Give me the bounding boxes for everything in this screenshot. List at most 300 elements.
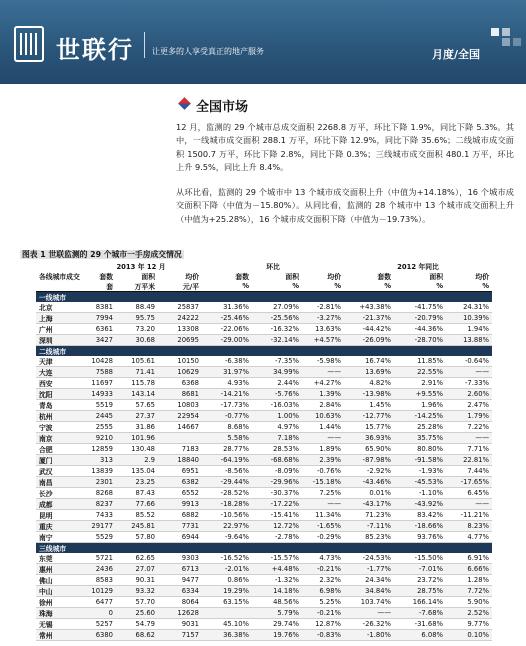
city-name: 天津 bbox=[36, 356, 80, 367]
table-row bbox=[36, 597, 492, 608]
table-cell: 103.74% bbox=[344, 597, 394, 608]
table-cell: +4.27% bbox=[302, 378, 344, 389]
table-cell: -28.52% bbox=[202, 488, 252, 499]
table-cell: -20.79% bbox=[394, 313, 446, 324]
table-cell: 19.29% bbox=[202, 586, 252, 597]
brand-slogan: 让更多的人享受真正的地产服务 bbox=[152, 47, 264, 56]
table-cell: -7.35% bbox=[252, 356, 302, 367]
table-cell: 6944 bbox=[158, 532, 202, 543]
table-cell: 20695 bbox=[158, 335, 202, 346]
city-name: 惠州 bbox=[36, 564, 80, 575]
column-unit: % bbox=[334, 282, 341, 290]
group-label: 一线城市 bbox=[36, 292, 492, 303]
decor-square bbox=[502, 28, 510, 36]
table-cell: 6361 bbox=[80, 324, 116, 335]
table-cell: 34.99% bbox=[252, 367, 302, 378]
table-cell: -11.21% bbox=[446, 510, 492, 521]
city-name: 杭州 bbox=[36, 411, 80, 422]
table-cell: -31.68% bbox=[394, 619, 446, 630]
table-cell: 23.25 bbox=[116, 477, 158, 488]
table-cell: 105.61 bbox=[116, 356, 158, 367]
table-cell: 7.25% bbox=[302, 488, 344, 499]
table-cell: -26.32% bbox=[344, 619, 394, 630]
city-name: 南宁 bbox=[36, 532, 80, 543]
column-header: 均价 bbox=[475, 273, 490, 281]
table-cell: 10.63% bbox=[302, 411, 344, 422]
table-cell: -25.46% bbox=[202, 313, 252, 324]
table-row bbox=[36, 356, 492, 367]
table-cell: 31.97% bbox=[202, 367, 252, 378]
table-cell: 22.55% bbox=[394, 367, 446, 378]
table-cell: 93.76% bbox=[394, 532, 446, 543]
table-row bbox=[36, 378, 492, 389]
city-name: 武汉 bbox=[36, 466, 80, 477]
table-cell: 5721 bbox=[80, 553, 116, 564]
table-cell: 5529 bbox=[80, 532, 116, 543]
table-cell: 9.77% bbox=[446, 619, 492, 630]
header-mom: 环比 bbox=[266, 263, 280, 271]
group-row bbox=[36, 543, 492, 554]
table-cell: 7731 bbox=[158, 521, 202, 532]
table-cell: +4.48% bbox=[252, 564, 302, 575]
table-cell: 68.62 bbox=[116, 630, 158, 641]
table-row bbox=[36, 488, 492, 499]
table-cell: -44.36% bbox=[394, 324, 446, 335]
city-name: 大连 bbox=[36, 367, 80, 378]
table-cell: 7157 bbox=[158, 630, 202, 641]
table-cell: -29.44% bbox=[202, 477, 252, 488]
table-cell: -91.58% bbox=[394, 455, 446, 466]
table-cell: -15.41% bbox=[252, 510, 302, 521]
table-cell: 2.32% bbox=[302, 575, 344, 586]
table-cell: -21.37% bbox=[344, 313, 394, 324]
table-cell: -2.78% bbox=[252, 532, 302, 543]
table-cell: 48.56% bbox=[252, 597, 302, 608]
table-cell: 313 bbox=[80, 455, 116, 466]
table-cell: 11.34% bbox=[302, 510, 344, 521]
column-header: 套数 bbox=[235, 273, 249, 281]
table-row bbox=[36, 422, 492, 433]
table-cell: 11.85% bbox=[394, 356, 446, 367]
table-cell: -45.53% bbox=[394, 477, 446, 488]
table-cell: -1.65% bbox=[302, 521, 344, 532]
table-cell: 9303 bbox=[158, 553, 202, 564]
city-name: 西安 bbox=[36, 378, 80, 389]
table-cell: 8268 bbox=[80, 488, 116, 499]
table-cell: 0.86% bbox=[202, 575, 252, 586]
table-cell: 5.90% bbox=[446, 597, 492, 608]
table-cell: 7.71% bbox=[446, 444, 492, 455]
table-cell: -29.00% bbox=[202, 335, 252, 346]
city-name: 沈阳 bbox=[36, 389, 80, 400]
table-cell: 6.98% bbox=[302, 586, 344, 597]
table-cell: -5.76% bbox=[252, 389, 302, 400]
table-cell: 63.15% bbox=[202, 597, 252, 608]
table-cell: 12.87% bbox=[302, 619, 344, 630]
table-row bbox=[36, 630, 492, 641]
table-cell: 27.09% bbox=[252, 302, 302, 313]
table-cell: 22954 bbox=[158, 411, 202, 422]
table-cell: 6380 bbox=[80, 630, 116, 641]
table-cell: 27.07 bbox=[116, 564, 158, 575]
table-cell: 0.01% bbox=[344, 488, 394, 499]
table-cell: 2.9 bbox=[116, 455, 158, 466]
table-cell: 95.75 bbox=[116, 313, 158, 324]
city-name: 南昌 bbox=[36, 477, 80, 488]
table-cell: 5519 bbox=[80, 400, 116, 411]
table-cell: -29.96% bbox=[252, 477, 302, 488]
table-cell: 90.31 bbox=[116, 575, 158, 586]
table-row bbox=[36, 575, 492, 586]
table-cell: -3.27% bbox=[302, 313, 344, 324]
table-cell: 36.38% bbox=[202, 630, 252, 641]
table-cell: 9210 bbox=[80, 433, 116, 444]
city-name: 合肥 bbox=[36, 444, 80, 455]
column-header: 均价 bbox=[185, 273, 199, 281]
table-cell: 0.10% bbox=[446, 630, 492, 641]
table-row bbox=[36, 619, 492, 630]
table-cell: 2.91% bbox=[394, 378, 446, 389]
city-name: 宁波 bbox=[36, 422, 80, 433]
table-cell: 24222 bbox=[158, 313, 202, 324]
table-cell: 14933 bbox=[80, 389, 116, 400]
table-cell: 57.65 bbox=[116, 400, 158, 411]
city-name: 上海 bbox=[36, 313, 80, 324]
table-cell: 2445 bbox=[80, 411, 116, 422]
city-name: 常州 bbox=[36, 630, 80, 641]
table-cell: -44.42% bbox=[344, 324, 394, 335]
table-cell: —— bbox=[302, 499, 344, 510]
table-cell: 10428 bbox=[80, 356, 116, 367]
table-cell: 2436 bbox=[80, 564, 116, 575]
table-cell: -43.92% bbox=[394, 499, 446, 510]
table-cell: 5.25% bbox=[302, 597, 344, 608]
table-cell: 25.28% bbox=[394, 422, 446, 433]
table-cell: 6.08% bbox=[394, 630, 446, 641]
table-cell: -22.06% bbox=[202, 324, 252, 335]
paragraph-summary: 12 月，监测的 29 个城市总成交面积 2268.8 万平，环比下降 1.9%，同比下降 5.3%。其中，一线城市成交面积 288.1 万平，环比下降 12.9%，同比下降 35.6%；二线城市成交面积 1500.7 万平，环比下降 2.8%，同比下降 0.3%；三线城市成交面积 480.1 万平，环比上升 9.5%，同比上升 8.4%。 bbox=[176, 122, 514, 172]
table-cell: -6.38% bbox=[202, 356, 252, 367]
table-cell: -0.83% bbox=[302, 630, 344, 641]
table-cell: 57.80 bbox=[116, 532, 158, 543]
table-row bbox=[36, 313, 492, 324]
table-cell: -12.77% bbox=[344, 411, 394, 422]
table-cell: 3427 bbox=[80, 335, 116, 346]
table-header bbox=[36, 261, 492, 292]
table-cell: -13.98% bbox=[344, 389, 394, 400]
table-cell: 143.14 bbox=[116, 389, 158, 400]
table-cell: -30.37% bbox=[252, 488, 302, 499]
table-cell: -18.28% bbox=[202, 499, 252, 510]
table-cell: 2.47% bbox=[446, 400, 492, 411]
table-cell: 2.39% bbox=[302, 455, 344, 466]
table-cell: 7183 bbox=[158, 444, 202, 455]
city-name: 南京 bbox=[36, 433, 80, 444]
group-label: 三线城市 bbox=[36, 543, 492, 554]
city-name: 长沙 bbox=[36, 488, 80, 499]
logo-icon bbox=[14, 26, 44, 62]
table-row bbox=[36, 586, 492, 597]
table-cell: 1.44% bbox=[302, 422, 344, 433]
table-cell: 6713 bbox=[158, 564, 202, 575]
table-cell: 87.43 bbox=[116, 488, 158, 499]
table-cell: 7994 bbox=[80, 313, 116, 324]
table-cell: 1.39% bbox=[302, 389, 344, 400]
table-cell: +9.55% bbox=[394, 389, 446, 400]
table-cell: -9.64% bbox=[202, 532, 252, 543]
table-cell: 13839 bbox=[80, 466, 116, 477]
table-cell: 2.60% bbox=[446, 389, 492, 400]
table-cell: 7588 bbox=[80, 367, 116, 378]
table-cell: 4.82% bbox=[344, 378, 394, 389]
table-cell: 93.32 bbox=[116, 586, 158, 597]
table-cell: 19.76% bbox=[252, 630, 302, 641]
table-cell bbox=[158, 433, 202, 444]
table-cell: -14.21% bbox=[202, 389, 252, 400]
table-cell: 12.72% bbox=[252, 521, 302, 532]
table-cell: -0.29% bbox=[302, 532, 344, 543]
city-transactions-table bbox=[36, 261, 492, 641]
table-cell: -16.03% bbox=[252, 400, 302, 411]
table-cell: 101.96 bbox=[116, 433, 158, 444]
brand-name: 世联行 bbox=[56, 36, 134, 64]
table-cell: 2.44% bbox=[252, 378, 302, 389]
group-row bbox=[36, 292, 492, 303]
table-cell: -0.76% bbox=[302, 466, 344, 477]
table-row bbox=[36, 433, 492, 444]
table-cell: 27.37 bbox=[116, 411, 158, 422]
table-row bbox=[36, 608, 492, 619]
table-cell: 6477 bbox=[80, 597, 116, 608]
table-row bbox=[36, 510, 492, 521]
city-name: 北京 bbox=[36, 302, 80, 313]
column-unit: % bbox=[482, 282, 490, 290]
city-name: 徐州 bbox=[36, 597, 80, 608]
column-unit: 元/平 bbox=[182, 283, 199, 291]
table-cell: 29.74% bbox=[252, 619, 302, 630]
table-caption: 图表 1 世联监测的 29 个城市一手房成交情况 bbox=[22, 250, 182, 259]
table-cell: 45.10% bbox=[202, 619, 252, 630]
row-label-header: 各线城市成交 bbox=[39, 273, 80, 281]
decor-square bbox=[491, 28, 499, 36]
table-cell: -41.75% bbox=[394, 302, 446, 313]
table-cell: 8.68% bbox=[202, 422, 252, 433]
table-cell: 13.63% bbox=[302, 324, 344, 335]
table-cell: -17.73% bbox=[202, 400, 252, 411]
table-cell: 2.84% bbox=[302, 400, 344, 411]
table-cell: 9031 bbox=[158, 619, 202, 630]
table-cell: 6552 bbox=[158, 488, 202, 499]
table-cell: 62.65 bbox=[116, 553, 158, 564]
table-cell: -7.68% bbox=[394, 608, 446, 619]
table-cell: 1.00% bbox=[252, 411, 302, 422]
table-cell: —— bbox=[446, 367, 492, 378]
table-cell: 35.75% bbox=[394, 433, 446, 444]
table-cell: 115.78 bbox=[116, 378, 158, 389]
table-row bbox=[36, 444, 492, 455]
table-cell: 24.34% bbox=[344, 575, 394, 586]
header-month: 2013 年 12 月 bbox=[116, 263, 166, 271]
column-unit: 万平米 bbox=[134, 283, 155, 291]
table-cell: 28.77% bbox=[202, 444, 252, 455]
table-cell: 85.23% bbox=[344, 532, 394, 543]
table-cell: 1.28% bbox=[446, 575, 492, 586]
table-cell: 88.49 bbox=[116, 302, 158, 313]
table-cell: -24.53% bbox=[344, 553, 394, 564]
table-cell: 65.90% bbox=[344, 444, 394, 455]
table-row bbox=[36, 521, 492, 532]
table-cell: 11697 bbox=[80, 378, 116, 389]
table-cell: -25.56% bbox=[252, 313, 302, 324]
city-name: 成都 bbox=[36, 499, 80, 510]
city-name: 昆明 bbox=[36, 510, 80, 521]
table-cell: 8381 bbox=[80, 302, 116, 313]
table-cell: -8.56% bbox=[202, 466, 252, 477]
table-cell: 83.42% bbox=[394, 510, 446, 521]
table-cell: 13.69% bbox=[344, 367, 394, 378]
table-cell: -18.66% bbox=[394, 521, 446, 532]
table-cell: 25837 bbox=[158, 302, 202, 313]
table-cell: -1.32% bbox=[252, 575, 302, 586]
table-cell: 28.75% bbox=[394, 586, 446, 597]
table-cell: 4.97% bbox=[252, 422, 302, 433]
table-cell: 22.81% bbox=[446, 455, 492, 466]
table-cell: 73.20 bbox=[116, 324, 158, 335]
table-cell: —— bbox=[302, 433, 344, 444]
table-cell: 85.52 bbox=[116, 510, 158, 521]
table-cell: 25.60 bbox=[116, 608, 158, 619]
table-cell: 28.53% bbox=[252, 444, 302, 455]
table-cell: 1.79% bbox=[446, 411, 492, 422]
table-cell: -87.98% bbox=[344, 455, 394, 466]
decor-square bbox=[513, 38, 521, 46]
city-name: 佛山 bbox=[36, 575, 80, 586]
table-cell: 6951 bbox=[158, 466, 202, 477]
column-header: 套数 bbox=[99, 273, 113, 281]
table-cell: 1.94% bbox=[446, 324, 492, 335]
column-unit: % bbox=[436, 282, 443, 290]
table-cell: -16.52% bbox=[202, 553, 252, 564]
table-cell: 10.39% bbox=[446, 313, 492, 324]
table-cell: 13.88% bbox=[446, 335, 492, 346]
table-cell: -0.21% bbox=[302, 608, 344, 619]
table-cell: 9913 bbox=[158, 499, 202, 510]
table-cell: 10629 bbox=[158, 367, 202, 378]
table-row bbox=[36, 335, 492, 346]
table-cell: 9477 bbox=[158, 575, 202, 586]
table-cell: 7433 bbox=[80, 510, 116, 521]
table-cell: 7.18% bbox=[252, 433, 302, 444]
table-cell: 14667 bbox=[158, 422, 202, 433]
table-cell: 31.36% bbox=[202, 302, 252, 313]
report-label: 月度/全国 bbox=[432, 48, 481, 61]
table-cell: 245.81 bbox=[116, 521, 158, 532]
table-cell: —— bbox=[344, 608, 394, 619]
table-row bbox=[36, 400, 492, 411]
table-cell: 6.45% bbox=[446, 488, 492, 499]
table-row bbox=[36, 389, 492, 400]
table-cell: 4.93% bbox=[202, 378, 252, 389]
table-cell: 0 bbox=[80, 608, 116, 619]
table-cell: -10.56% bbox=[202, 510, 252, 521]
group-label: 二线城市 bbox=[36, 346, 492, 357]
table-cell: 6382 bbox=[158, 477, 202, 488]
table-cell: 7.44% bbox=[446, 466, 492, 477]
city-name: 珠海 bbox=[36, 608, 80, 619]
table-cell: 7.72% bbox=[446, 586, 492, 597]
table-cell: 2555 bbox=[80, 422, 116, 433]
table-cell: 2301 bbox=[80, 477, 116, 488]
table-cell: 80.80% bbox=[394, 444, 446, 455]
table-cell: —— bbox=[446, 433, 492, 444]
table-cell: -0.77% bbox=[202, 411, 252, 422]
table-cell: 12628 bbox=[158, 608, 202, 619]
header-yoy: 2012 年同比 bbox=[397, 263, 439, 271]
table-cell: 6882 bbox=[158, 510, 202, 521]
table-cell: -2.01% bbox=[202, 564, 252, 575]
city-name: 重庆 bbox=[36, 521, 80, 532]
table-cell: -43.17% bbox=[344, 499, 394, 510]
table-cell: 10803 bbox=[158, 400, 202, 411]
table-row bbox=[36, 367, 492, 378]
table-cell: -1.77% bbox=[344, 564, 394, 575]
table-cell: -15.50% bbox=[394, 553, 446, 564]
table-cell: 34.84% bbox=[344, 586, 394, 597]
table-cell: 135.04 bbox=[116, 466, 158, 477]
table-cell: -8.09% bbox=[252, 466, 302, 477]
table-cell: 7.22% bbox=[446, 422, 492, 433]
table-cell: 24.31% bbox=[446, 302, 492, 313]
column-unit: % bbox=[384, 282, 391, 290]
section-bullet-icon bbox=[178, 97, 191, 110]
table-cell: 166.14% bbox=[394, 597, 446, 608]
table-cell: -15.57% bbox=[252, 553, 302, 564]
table-cell: 29177 bbox=[80, 521, 116, 532]
city-name: 东莞 bbox=[36, 553, 80, 564]
table-cell: 6368 bbox=[158, 378, 202, 389]
column-header: 面积 bbox=[285, 273, 299, 281]
table-row bbox=[36, 553, 492, 564]
table-cell: -14.25% bbox=[394, 411, 446, 422]
table-cell: 1.89% bbox=[302, 444, 344, 455]
table-row bbox=[36, 532, 492, 543]
table-cell: 22.97% bbox=[202, 521, 252, 532]
table-cell: 8681 bbox=[158, 389, 202, 400]
table-cell: 8237 bbox=[80, 499, 116, 510]
table-cell: 13308 bbox=[158, 324, 202, 335]
table-cell: 5.79% bbox=[252, 608, 302, 619]
table-cell: 77.66 bbox=[116, 499, 158, 510]
column-header: 均价 bbox=[327, 273, 341, 281]
table-cell: +43.38% bbox=[344, 302, 394, 313]
table-cell: 4.73% bbox=[302, 553, 344, 564]
header-divider bbox=[144, 32, 145, 58]
table-row bbox=[36, 455, 492, 466]
table-cell: 71.23% bbox=[344, 510, 394, 521]
table-cell: 15.77% bbox=[344, 422, 394, 433]
table-cell: 18840 bbox=[158, 455, 202, 466]
table-cell: -2.92% bbox=[344, 466, 394, 477]
city-name: 青岛 bbox=[36, 400, 80, 411]
table-cell: 6334 bbox=[158, 586, 202, 597]
table-cell bbox=[202, 608, 252, 619]
table-row bbox=[36, 466, 492, 477]
table-cell: 54.79 bbox=[116, 619, 158, 630]
table-cell: 57.70 bbox=[116, 597, 158, 608]
table-cell: -15.18% bbox=[302, 477, 344, 488]
table-cell: 10150 bbox=[158, 356, 202, 367]
city-name: 广州 bbox=[36, 324, 80, 335]
